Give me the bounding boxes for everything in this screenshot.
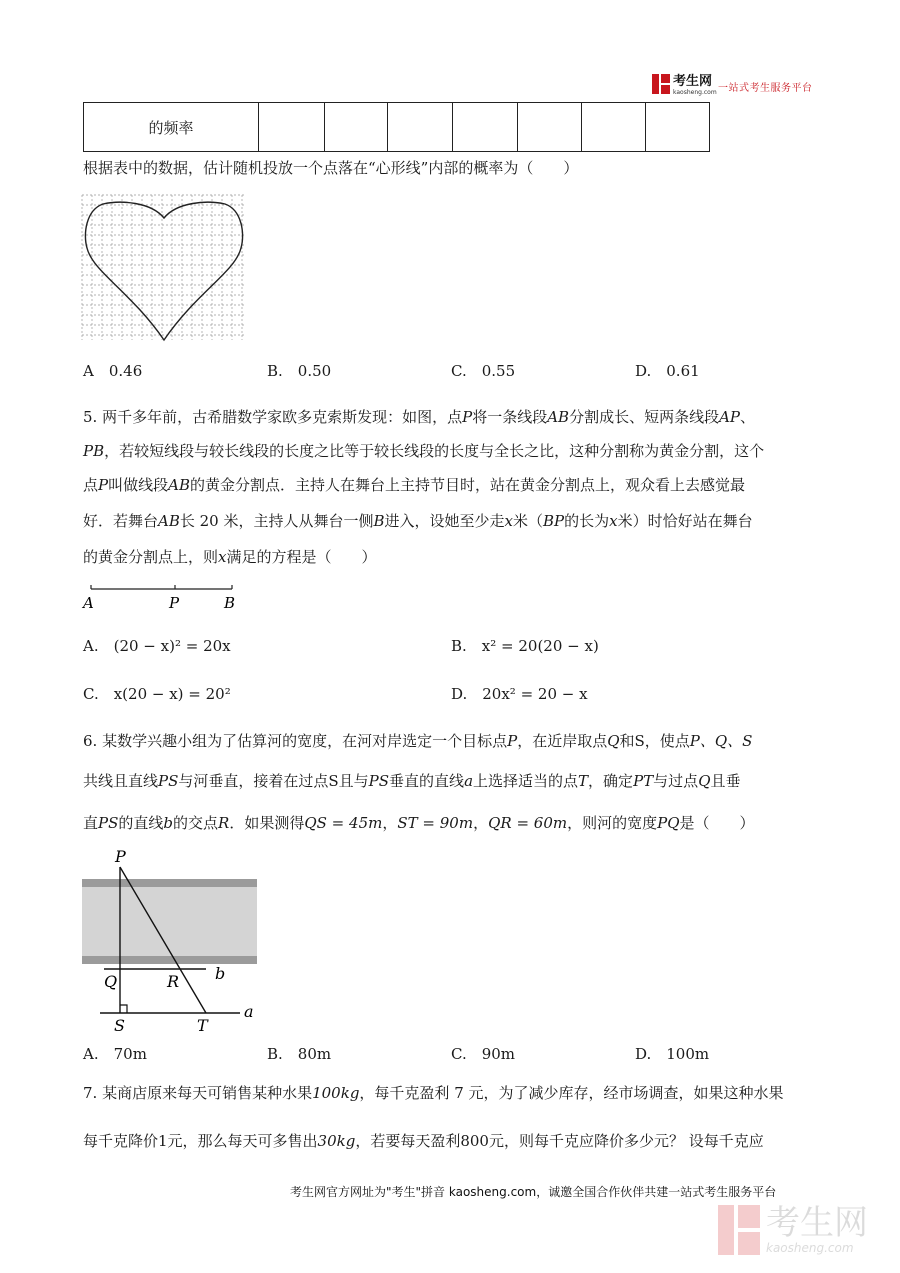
- right-angle-mark: [120, 1005, 127, 1013]
- label-b: B: [224, 594, 236, 612]
- label-p: P: [115, 847, 126, 866]
- q6-line-2: 共线且直线PS与河垂直，接着在过点S且与PS垂直的直线a上选择适当的点T，确定PT与过点Q且垂: [83, 772, 741, 790]
- q5-line-4: 好．若舞台AB长 20 米，主持人从舞台一侧B进入，设她至少走x米（BP的长为x米）时恰好站在舞台: [83, 512, 753, 530]
- footer-text: 考生网官方网址为"考生"拼音 kaosheng.com，诚邀全国合作伙伴共建一站式考生服务平台: [290, 1185, 777, 1199]
- q4-option-b: B. 0.50: [267, 362, 332, 380]
- label-r: R: [167, 972, 180, 991]
- logo-icon: [652, 74, 670, 94]
- far-bank: [82, 879, 257, 887]
- header-logo: [652, 71, 717, 97]
- q7-line-2: 每千克降价1元，那么每天可多售出30kg，若要每天盈利800元，则每千克应降价多少元？ 设每千克应: [83, 1132, 764, 1150]
- q5-line-2: PB，若较短线段与较长线段的长度之比等于较长线段的长度与全长之比，这种分割称为黄金分割，这个: [83, 442, 765, 460]
- heart-curve: [85, 202, 242, 340]
- table-cell: [325, 103, 388, 152]
- label-a: A: [83, 594, 94, 612]
- logo-text: 考生网: [673, 74, 713, 89]
- q4-option-d: D. 0.61: [635, 362, 700, 380]
- label-p: P: [169, 594, 180, 612]
- watermark-text: 考生网: [766, 1203, 868, 1243]
- table-cell: [388, 103, 453, 152]
- table-cell: [518, 103, 582, 152]
- q6-option-a: A. 70m: [83, 1045, 147, 1063]
- frequency-table: [83, 102, 710, 152]
- q5-line-5: 的黄金分割点上，则x满足的方程是（ ）: [83, 548, 377, 566]
- table-cell: [646, 103, 710, 152]
- label-s: S: [114, 1016, 125, 1035]
- label-q: Q: [104, 972, 118, 991]
- q5-line-3: 点P叫做线段AB的黄金分割点．主持人在舞台上主持节目时，站在黄金分割点上，观众看上去感觉最: [83, 476, 745, 494]
- q5-option-b: B. x² = 20(20 − x): [451, 637, 599, 655]
- segment-figure: [80, 580, 250, 614]
- table-cell-label: 的频率: [84, 103, 259, 152]
- table-row: [84, 103, 710, 152]
- q6-line-3: 直PS的直线b的交点R．如果测得QS = 45m，ST = 90m，QR = 60m，则河的宽度PQ是（ ）: [83, 814, 755, 832]
- q5-option-d: D. 20x² = 20 − x: [451, 685, 588, 703]
- q4-option-a: A 0.46: [83, 362, 143, 380]
- near-bank: [82, 956, 257, 964]
- watermark-logo-icon: [718, 1205, 760, 1255]
- label-b: b: [215, 964, 226, 983]
- label-t: T: [197, 1016, 208, 1035]
- q7-line-1: 7. 某商店原来每天可销售某种水果100kg，每千克盈利 7 元，为了减少库存，经市场调查，如果这种水果: [83, 1084, 784, 1102]
- footer-watermark: [718, 1205, 868, 1255]
- label-a: a: [244, 1002, 254, 1021]
- table-cell: [453, 103, 518, 152]
- q6-option-b: B. 80m: [267, 1045, 332, 1063]
- river-figure: [80, 845, 265, 1035]
- q6-option-c: C. 90m: [451, 1045, 516, 1063]
- table-cell: [582, 103, 646, 152]
- q6-option-d: D. 100m: [635, 1045, 710, 1063]
- header-tagline: 一站式考生服务平台: [718, 83, 813, 94]
- heart-figure: [81, 194, 247, 342]
- table-cell: [259, 103, 325, 152]
- q5-option-c: C. x(20 − x) = 20²: [83, 685, 231, 703]
- q4-option-c: C. 0.55: [451, 362, 516, 380]
- q5-option-a: A. (20 − x)² = 20x: [83, 637, 231, 655]
- q5-line-1: 5. 两千多年前，古希腊数学家欧多克索斯发现：如图，点P将一条线段AB分割成长、短两条线段AP、: [83, 408, 756, 426]
- watermark-sub: kaosheng.com: [766, 1241, 854, 1255]
- q6-line-1: 6. 某数学兴趣小组为了估算河的宽度，在河对岸选定一个目标点P，在近岸取点Q和S，使点P、Q、S: [83, 732, 753, 750]
- logo-sub: kaosheng.com: [673, 89, 717, 96]
- q4-stem: 根据表中的数据，估计随机投放一个点落在“心形线”内部的概率为（ ）: [83, 159, 579, 177]
